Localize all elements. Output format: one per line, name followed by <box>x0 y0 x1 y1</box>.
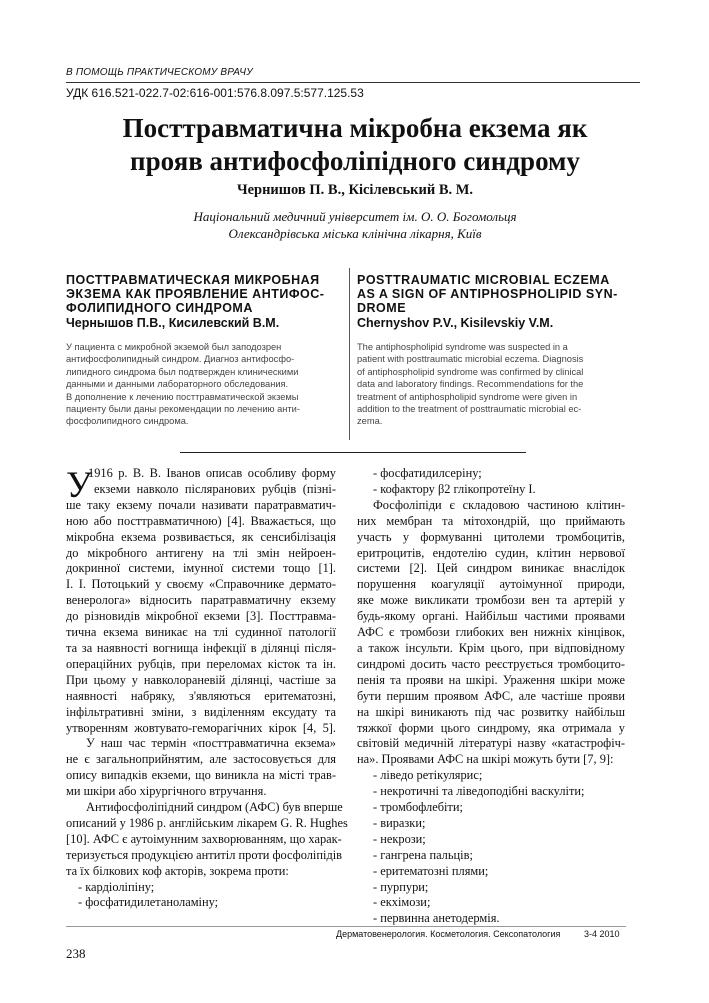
body-line: утворенням жовтувато-геморагічних кірок [4, 5]. <box>66 720 336 735</box>
section-divider <box>180 452 526 453</box>
body-line: докринної системи, імунної системи тощо [1]. <box>66 561 336 576</box>
footer-journal: Дерматовенерология. Косметология. Сексопатология <box>336 929 561 939</box>
body-line: ше таку екзему почали називати паратравматич- <box>66 497 336 512</box>
abstract-ru-title: ПОСТТРАВМАТИЧЕСКАЯ МИКРОБНАЯ ЭКЗЕМА КАК ПРОЯВЛЕНИЕ АНТИФОС- ФОЛИПИДНОГО СИНДРОМА <box>66 273 325 315</box>
affiliations <box>70 208 640 242</box>
title-line-1: Посттравматична мікробна екзема як <box>122 113 588 143</box>
body-line: І. І. Потоцький у своєму «Справочнике дермато- <box>66 577 336 592</box>
article-title <box>70 112 640 178</box>
article-authors: Чернишов П. В., Кісілевський В. М. <box>236 182 474 198</box>
body-line: 1916 р. В. В. Іванов описав особливу форму <box>88 466 336 480</box>
body-line: - первинна анетодермія. <box>373 911 500 926</box>
body-line: - фосфатидилетаноламіну; <box>78 895 219 910</box>
body-line: - гангрена пальців; <box>373 847 473 862</box>
body-line: Антифосфоліпідний синдром (АФС) був вперше <box>86 800 343 815</box>
body-line: на шкірі виникають під час розвитку найбільш <box>357 704 625 719</box>
abstract-en <box>357 273 627 428</box>
body-line: - екхімози; <box>373 895 431 910</box>
affiliation-1: Національний медичний університет ім. О. О. Богомольця <box>193 209 517 224</box>
body-line: ми шкіри або хірургічного втручання. <box>66 784 267 799</box>
body-line: синдромі досить часто реєструється тромбоцито- <box>357 656 625 671</box>
body-line: - некротичні та ліведоподібні васкуліти; <box>373 784 585 799</box>
body-line: та їх білкових коф акторів, зокрема проти: <box>66 863 289 878</box>
body-line: світовій медичній літературі назву «катастрофіч- <box>357 736 625 751</box>
page-number: 238 <box>66 946 86 961</box>
body-line: АФС є тромбози глибоких вен нижніх кінцівок, <box>357 625 625 640</box>
body-line: наявності набряку, з'являються еритематозні, <box>66 688 336 703</box>
body-line: екземи навколо післяранових рубців (пізні- <box>94 481 336 496</box>
body-line: У наш час термін «посттравматична екзема» <box>86 736 336 751</box>
body-line: ною або посттравматичною) [4]. Вважається, що <box>66 513 336 528</box>
abstract-ru-text: У пациента с микробной экземой был заподозрен антифосфолипидный синдром. Диагноз антифосфо- липидного синдрома был подтвержден клиническими данными и данными лабораторного обследования. В дополнение к лечению посттравматической экземы пациенту были даны рекомендации по лечению анти- фосфолипидного синдрома. <box>66 342 300 427</box>
body-line: бути першим проявом АФС, але частіше прояви <box>357 688 625 703</box>
body-line: Фосфоліпіди є складовою частиною клітин- <box>373 497 625 512</box>
body-line: системи [2]. Цей синдром виникає внаслідок <box>357 561 625 576</box>
abstract-ru-authors: Чернышов П.В., Кисилевский В.М. <box>66 316 280 330</box>
body-line: до мікробного антигену на тлі змін нейроен- <box>66 545 336 560</box>
body-line: венеролога» відносить паратравматичну екзему <box>66 593 336 608</box>
abstract-divider <box>349 268 350 440</box>
body-line: еритроцитів, ендотелію судин, клітин нервової <box>357 545 625 560</box>
abstract-en-authors: Chernyshov P.V., Kisilevskiy V.M. <box>357 316 554 330</box>
body-line: тяжкої форми цього синдрому, яка отримала у <box>357 720 625 735</box>
body-line: При цьому у навколораневій ділянці, частіше за <box>66 672 336 687</box>
section-label: В ПОМОЩЬ ПРАКТИЧЕСКОМУ ВРАЧУ <box>66 67 253 78</box>
body-line: яке може викликати тромбози вен та артерій у <box>357 593 625 608</box>
affiliation-2: Олександрівська міська клінічна лікарня, Київ <box>228 226 482 241</box>
body-line: не є загальноприйнятим, але застосовується для <box>66 752 336 767</box>
udc-code: УДК 616.521-022.7-02:616-001:576.8.097.5:577.125.53 <box>66 86 364 100</box>
body-line: - еритематозні плями; <box>373 863 489 878</box>
body-line: - ліведо ретікулярис; <box>373 768 483 783</box>
body-line: - кардіоліпіну; <box>78 879 155 894</box>
abstract-en-title: POSTTRAUMATIC MICROBIAL ECZEMA AS A SIGN OF ANTIPHOSPHOLIPID SYN- DROME <box>357 273 618 315</box>
body-line: на». Проявами АФС на шкірі можуть бути [7, 9]: <box>357 752 614 767</box>
body-line: [10]. АФС є аутоімунним захворюванням, що харак- <box>66 831 342 846</box>
body-line: а також інсульти. Крім цього, при відповідному <box>357 640 625 655</box>
body-line: участь у формуванні цитолеми тромбоцитів, <box>357 529 625 544</box>
body-line: - фосфатидилсеріну; <box>373 466 482 480</box>
body-line: та за наявності вогнища інфекції в ділянці після- <box>66 640 336 655</box>
body-line: теризується продукцією антитіл проти фосфоліпідів <box>66 847 343 862</box>
footer-issue: 3-4 2010 <box>584 929 620 939</box>
body-line: мікробна екзема розвивається, як сенсибілізація <box>66 529 336 544</box>
body-line: до різновидів мікробної екземи [3]. Посттравма- <box>66 609 336 624</box>
title-line-2: прояв антифосфоліпідного синдрому <box>130 146 580 176</box>
body-line: опису випадків екземи, що виникла на місті трав- <box>66 768 336 783</box>
body-line: порушення коагуляції аутоімунної природи, <box>357 577 625 592</box>
body-line: - виразки; <box>373 815 426 830</box>
body-line: - тромбофлебіти; <box>373 800 463 815</box>
abstract-ru <box>66 273 338 428</box>
body-line: будь-якому органі. Найбільш частими проявами <box>357 609 625 624</box>
drop-cap: У <box>66 465 93 506</box>
body-column-right <box>357 466 625 927</box>
body-line: тична екзема виникає на тлі судинної патології <box>66 625 336 640</box>
abstract-en-text: The antiphospholipid syndrome was suspected in a patient with posttraumatic microbial eczema. Diagnosis of antiphospholipid syndrome was confirmed by clinical data and laboratory findings. Recommendations for the treatment of antiphospholipid syndrome were given in addition to the treatment of posttraumatic microbial ec- zema. <box>357 342 584 427</box>
body-line: - пурпури; <box>373 879 429 894</box>
body-line: - кофактору β2 глікопротеїну І. <box>373 481 536 496</box>
header-rule <box>66 82 640 83</box>
body-line: описаний у 1986 р. англійським лікарем G. R. Hughes <box>66 815 348 830</box>
body-line: них мембран та мітохондрій, що приймають <box>357 513 625 528</box>
body-line: операційних рубців, при переломах кісток та ін. <box>66 656 336 671</box>
footer-rule <box>66 926 626 927</box>
body-line: інфільтративні зміни, з виділенням ексудату та <box>66 704 336 719</box>
body-column-left <box>66 466 348 911</box>
body-line: - некрози; <box>373 831 426 846</box>
body-line: пенія та прояви на шкірі. Ураження шкіри може <box>357 672 625 687</box>
